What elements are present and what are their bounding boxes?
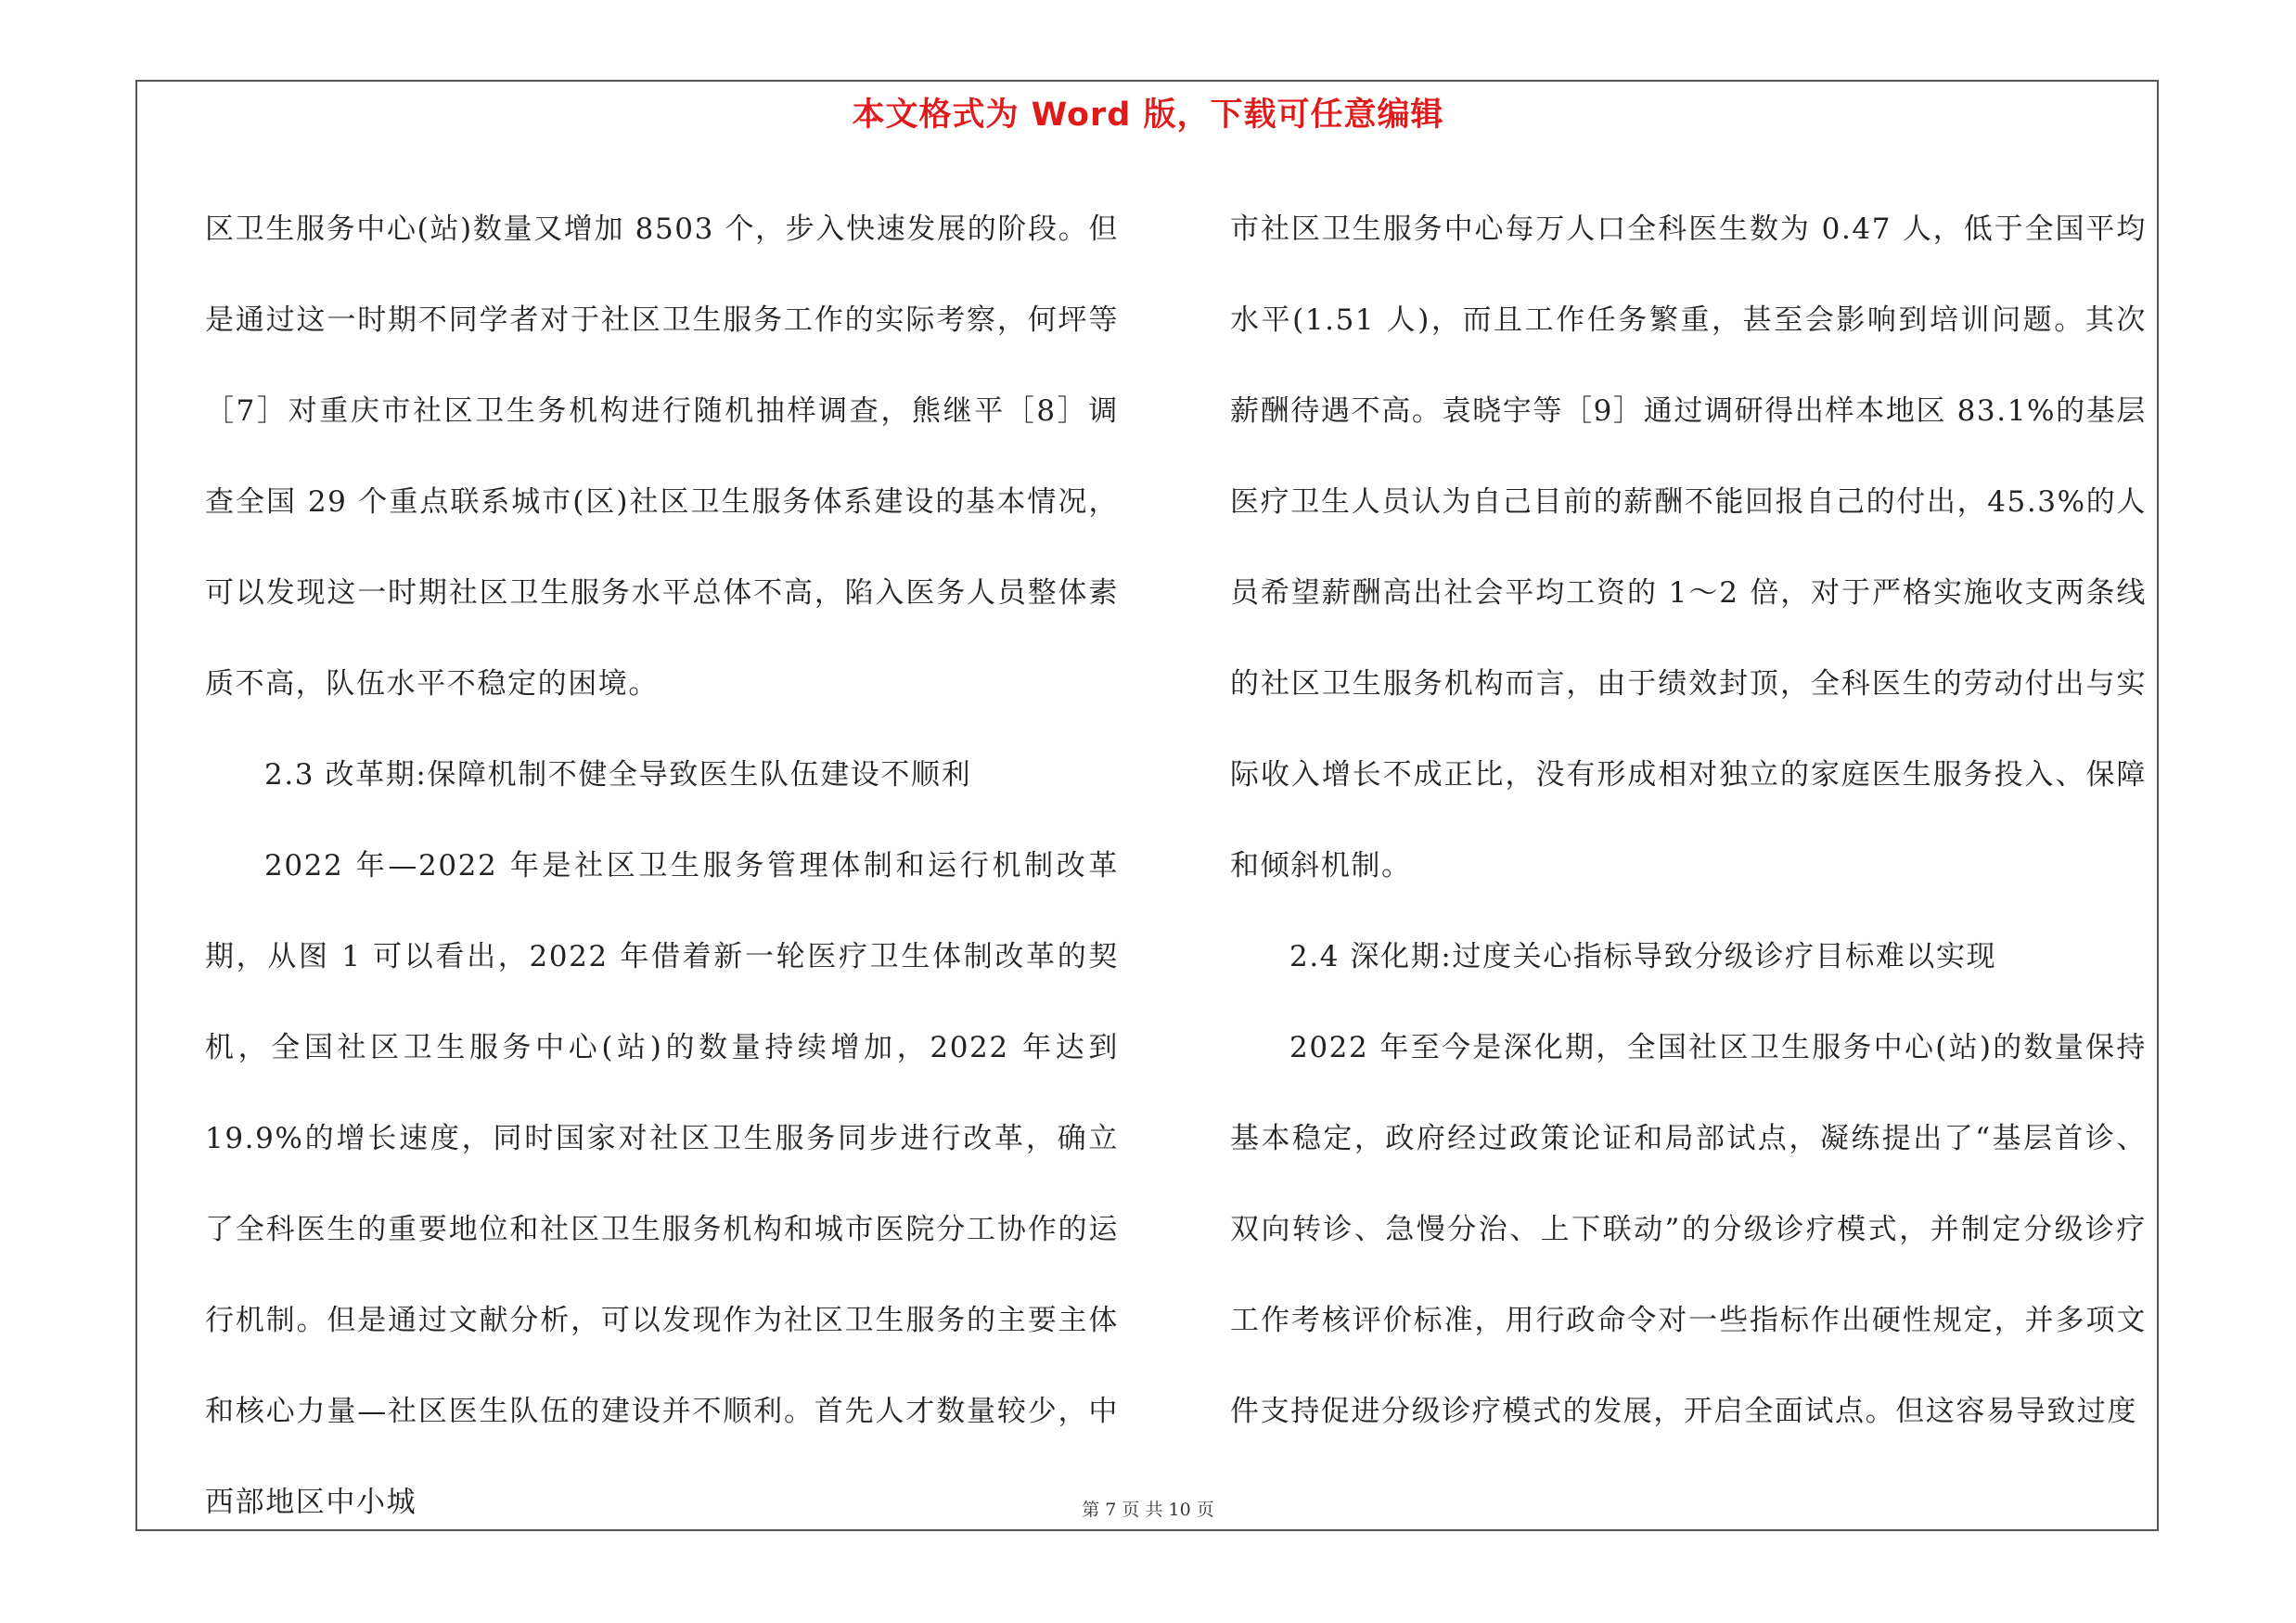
paragraph: 2022 年—2022 年是社区卫生服务管理体制和运行机制改革期，从图 1 可以看出，2022 年借着新一轮医疗卫生体制改革的契机，全国社区卫生服务中心(站)的数量持续增加，2022 年达到 19.9%的增长速度，同时国家对社区卫生服务同步进行改革，确立了全科医生的重要地位和社区卫生服务机构和城市医院分工协作的运行机制。但是通过文献分析，可以发现作为社区卫生服务的主要主体和核心力量—社区医生队伍的建设并不顺利。首先人才数量较少，中西部地区中小城 <box>205 849 1119 1519</box>
section-heading: 2.4 深化期:过度关心指标导致分级诊疗目标难以实现 <box>1289 940 1997 973</box>
right-column <box>1230 184 2147 1457</box>
paragraph: 区卫生服务中心(站)数量又增加 8503 个，步入快速发展的阶段。但是通过这一时期不同学者对于社区卫生服务工作的实际考察，何坪等［7］对重庆市社区卫生务机构进行随机抽样调查，熊继平［8］调查全国 29 个重点联系城市(区)社区卫生服务体系建设的基本情况，可以发现这一时期社区卫生服务水平总体不高，陷入医务人员整体素质不高，队伍水平不稳定的困境。 <box>205 213 1119 701</box>
paragraph: 市社区卫生服务中心每万人口全科医生数为 0.47 人，低于全国平均水平(1.51 人)，而且工作任务繁重，甚至会影响到培训问题。其次薪酬待遇不高。袁晓宇等［9］通过调研得出样本地区 83.1%的基层医疗卫生人员认为自己目前的薪酬不能回报自己的付出，45.3%的人员希望薪酬高出社会平均工资的 1～2 倍，对于严格实施收支两条线的社区卫生服务机构而言，由于绩效封顶，全科医生的劳动付出与实际收入增长不成正比，没有形成相对独立的家庭医生服务投入、保障和倾斜机制。 <box>1230 213 2147 882</box>
section-heading: 2.3 改革期:保障机制不健全导致医生队伍建设不顺利 <box>264 758 972 792</box>
page-footer: 第 7 页 共 10 页 <box>1082 1500 1214 1520</box>
header-banner: 本文格式为 Word 版，下载可任意编辑 <box>852 97 1444 134</box>
paragraph: 2022 年至今是深化期，全国社区卫生服务中心(站)的数量保持基本稳定，政府经过政策论证和局部试点，凝练提出了“基层首诊、双向转诊、急慢分治、上下联动”的分级诊疗模式，并制定分级诊疗工作考核评价标准，用行政命令对一些指标作出硬性规定，并多项文件支持促进分级诊疗模式的发展，开启全面试点。但这容易导致过度 <box>1230 1031 2147 1428</box>
left-column <box>205 184 1119 1548</box>
